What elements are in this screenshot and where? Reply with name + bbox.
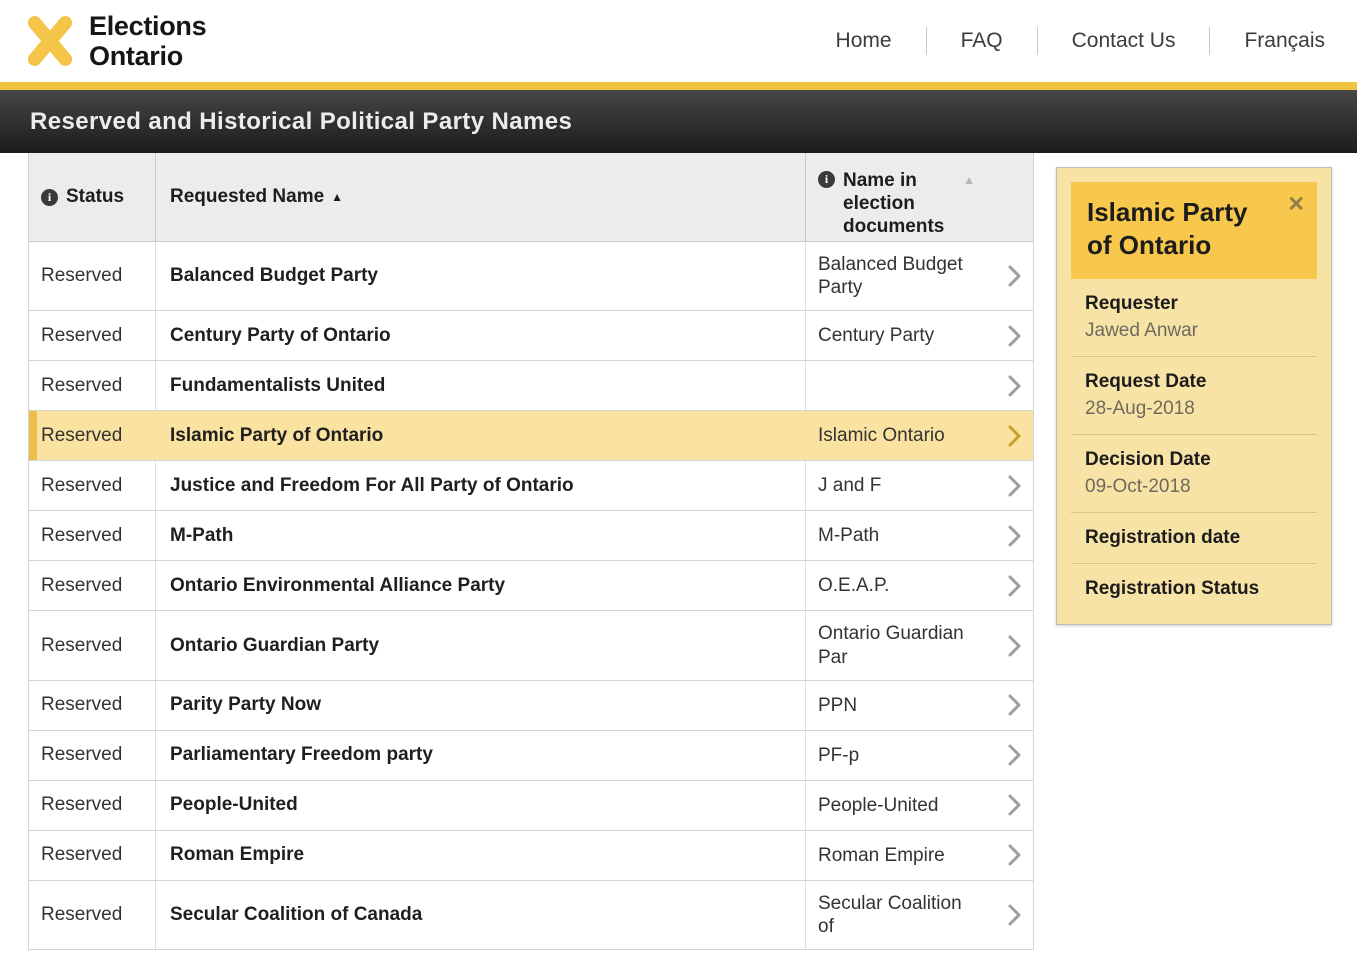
chevron-right-icon[interactable] [1006,573,1023,599]
nav-separator [1209,27,1210,55]
chevron-right-icon[interactable] [1006,473,1023,499]
logo-x-icon [25,10,75,72]
detail-field-label: Decision Date [1085,448,1211,470]
row-requested-name: Balanced Budget Party [156,242,806,310]
row-doc-name-text: Roman Empire [818,844,945,866]
table-row[interactable] [29,611,1033,680]
chevron-right-icon[interactable] [1006,423,1023,449]
detail-field-label: Requester [1085,292,1178,314]
detail-panel-title: Islamic Party of Ontario [1087,197,1248,261]
detail-field [1071,512,1317,563]
detail-field-value: 09-Oct-2018 [1085,475,1191,497]
detail-field-label: Request Date [1085,370,1207,392]
row-status: Reserved [29,781,156,830]
table-row[interactable] [29,831,1033,881]
column-header-requested-name-label: Requested Name [170,186,325,207]
row-doc-name [806,511,1035,560]
row-requested-name: Parity Party Now [156,681,806,730]
row-doc-name [806,831,1035,880]
row-doc-name-text: J and F [818,475,882,497]
row-doc-name-text: M-Path [818,525,880,547]
accent-bar [0,82,1357,90]
row-doc-name [806,781,1035,830]
brand-line2: Ontario [89,41,183,71]
table-row[interactable] [29,781,1033,831]
row-status: Reserved [29,611,156,679]
detail-field [1071,434,1317,512]
row-requested-name: Secular Coalition of Canada [156,881,806,949]
chevron-right-icon[interactable] [1006,523,1023,549]
row-doc-name-text: People-United [818,794,939,816]
nav-separator [1037,27,1038,55]
row-status: Reserved [29,361,156,410]
column-header-requested-name[interactable] [156,153,806,241]
row-doc-name-text: PPN [818,694,858,716]
elections-ontario-logo[interactable] [25,10,206,72]
column-header-status-label: Status [66,186,125,207]
row-requested-name: Century Party of Ontario [156,311,806,360]
row-requested-name: People-United [156,781,806,830]
table-row[interactable] [29,511,1033,561]
main-nav [836,23,1325,59]
table-header-row [29,153,1033,242]
row-requested-name: Justice and Freedom For All Party of Ontario [156,461,806,510]
nav-separator [926,27,927,55]
row-requested-name: Islamic Party of Ontario [170,424,384,446]
page-banner [0,90,1357,153]
detail-panel-fields [1057,279,1331,614]
chevron-right-icon[interactable] [1006,263,1023,289]
detail-field [1071,279,1317,356]
row-status: Reserved [29,561,156,610]
row-status: Reserved [29,511,156,560]
info-icon[interactable]: i [41,189,58,206]
brand-name [89,11,206,71]
row-doc-name [806,461,1035,510]
sort-ascending-icon: ▲ [331,190,344,204]
detail-field-label: Registration Status [1085,577,1260,599]
row-doc-name-text: Secular Coalition of [818,892,962,937]
page-title: Reserved and Historical Political Party Names [30,107,573,135]
table-row[interactable] [29,242,1033,311]
row-doc-name [806,611,1035,679]
row-requested-name: Roman Empire [156,831,806,880]
row-requested-name: Fundamentalists United [156,361,806,410]
row-doc-name [806,361,1035,410]
chevron-right-icon[interactable] [1006,633,1023,659]
chevron-right-icon[interactable] [1006,792,1023,818]
row-doc-name [806,731,1035,780]
table-row[interactable] [29,681,1033,731]
table-row[interactable] [29,361,1033,411]
row-requested-name: M-Path [156,511,806,560]
row-doc-name-text: Ontario Guardian Par [818,623,964,668]
detail-panel-header [1071,182,1317,279]
top-header [0,0,1357,82]
chevron-right-icon[interactable] [1006,902,1023,928]
chevron-right-icon[interactable] [1006,373,1023,399]
chevron-right-icon[interactable] [1006,742,1023,768]
brand-line1: Elections [89,10,207,41]
row-doc-name [806,881,1035,949]
row-status: Reserved [29,831,156,880]
nav-item-faq[interactable]: FAQ [960,29,1003,52]
row-requested-name: Parliamentary Freedom party [156,731,806,780]
row-status: Reserved [29,461,156,510]
table-row[interactable] [29,731,1033,781]
row-status: Reserved [29,242,156,310]
row-doc-name-text: O.E.A.P. [818,575,890,597]
row-doc-name-text: Century Party [818,325,935,347]
nav-item-francais[interactable]: Français [1244,29,1325,52]
chevron-right-icon[interactable] [1006,692,1023,718]
row-doc-name-text: Islamic Ontario [818,425,945,447]
table-row[interactable] [29,411,1033,461]
detail-panel [1056,167,1332,625]
detail-field-value: Jawed Anwar [1085,319,1199,341]
row-doc-name [806,561,1035,610]
column-header-status[interactable] [29,153,156,241]
column-header-doc-name[interactable] [806,153,1035,241]
table-body [29,242,1033,950]
close-icon[interactable]: ✕ [1287,193,1305,216]
row-doc-name-text: Balanced Budget Party [818,254,963,299]
row-status: Reserved [41,424,123,446]
detail-field [1071,563,1317,614]
row-doc-name-text: PF-p [818,744,860,766]
row-doc-name [806,681,1035,730]
row-status: Reserved [29,881,156,949]
detail-field-value: 28-Aug-2018 [1085,397,1195,419]
row-doc-name [806,242,1035,310]
nav-item-contact-us[interactable]: Contact Us [1071,29,1176,52]
chevron-right-icon[interactable] [1006,842,1023,868]
row-status: Reserved [29,311,156,360]
chevron-right-icon[interactable] [1006,323,1023,349]
row-doc-name [806,411,1035,460]
table-row[interactable] [29,461,1033,511]
party-names-table [28,153,1034,950]
table-row[interactable] [29,561,1033,611]
sort-inactive-icon: ▲ [963,173,975,187]
detail-field [1071,356,1317,434]
row-doc-name [806,311,1035,360]
row-status: Reserved [29,731,156,780]
row-status: Reserved [29,681,156,730]
row-requested-name: Ontario Environmental Alliance Party [156,561,806,610]
info-icon[interactable]: i [818,171,835,188]
column-header-doc-name-label: Name in election documents [843,170,945,238]
nav-item-home[interactable]: Home [835,29,892,52]
detail-field-label: Registration date [1085,526,1241,548]
table-row[interactable] [29,311,1033,361]
table-row[interactable] [29,881,1033,950]
row-requested-name: Ontario Guardian Party [156,611,806,679]
